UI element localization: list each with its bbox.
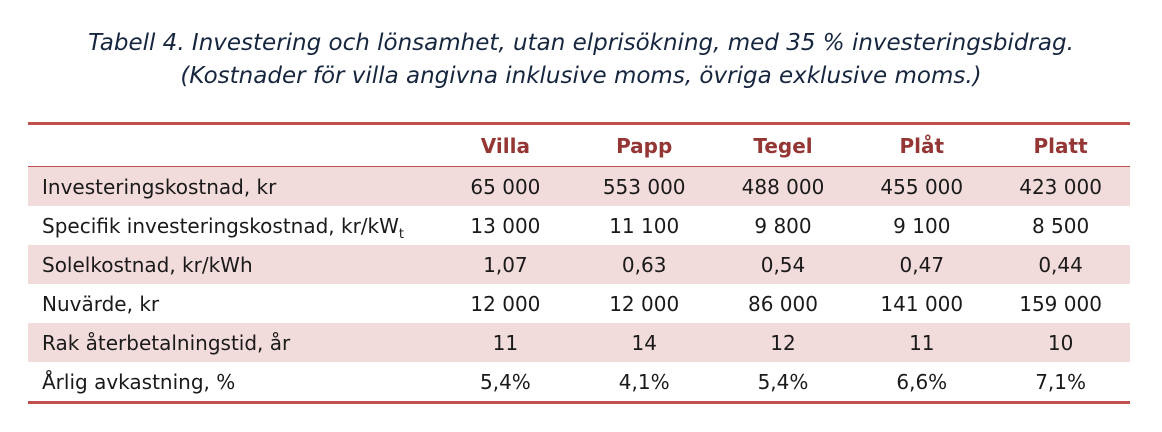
table-cell: 455 000 [852,167,991,207]
table-header-row [28,124,1130,167]
table-cell: 0,47 [852,245,991,284]
table-cell: 11 100 [609,213,680,238]
table-cell: 6,6% [896,369,948,394]
table-cell: 14 [575,323,714,362]
table-row [28,167,1130,207]
table-cell: 5,4% [757,369,809,394]
table-caption-line-1: Tabell 4. Investering och lönsamhet, utan elprisökning, med 35 % investeringsbidrag. [88,30,1074,56]
table-row [28,323,1130,362]
subscript-t: t [398,226,405,242]
row-label: Specifik investeringskostnad, $kr/kW_t$ [42,213,405,242]
table-cell: 7,1% [1035,369,1086,394]
table-cell: 0,54 [714,245,853,284]
table-row [28,284,1130,323]
table-cell: 11 [436,323,575,362]
row-label: Solelkostnad, kr/kWh [28,245,436,284]
investment-table [28,122,1130,404]
table-row [28,362,1130,403]
table-cell: 8 500 [1031,213,1090,238]
table-cell: 5,4% [479,369,531,394]
table-row [28,245,1130,284]
table-cell: 488 000 [714,167,853,207]
table-row [28,206,1130,245]
table-cell: 10 [991,323,1130,362]
row-label: Årlig avkastning, % [42,369,236,394]
table-cell: 9 100 [893,213,951,238]
table-cell: 12 [714,323,853,362]
column-header-tegel: Tegel [753,133,813,158]
row-label: Rak återbetalningstid, år [28,323,436,362]
column-header-platt: Platt [1033,133,1088,158]
table-cell: 159 000 [1019,291,1102,316]
table-cell: 86 000 [748,291,818,316]
row-label: Investeringskostnad, kr [28,167,436,207]
column-header-plat: Plåt [899,133,945,158]
table-cell: 423 000 [991,167,1130,207]
table-cell: 9 800 [754,213,812,238]
table-cell: 553 000 [575,167,714,207]
table-cell: 4,1% [618,369,670,394]
column-header-villa: Villa [480,133,530,158]
data-table [28,122,1130,404]
table-cell: 1,07 [436,245,575,284]
table-cell: 11 [852,323,991,362]
row-label: Nuvärde, kr [42,291,160,316]
column-header-papp: Papp [616,133,673,158]
table-cell: 12 000 [609,291,680,316]
table-cell: 0,44 [991,245,1130,284]
table-cell: 65 000 [436,167,575,207]
table-cell: 141 000 [880,291,964,316]
column-header-label [28,124,436,167]
table-cell: 0,63 [575,245,714,284]
table-caption-line-2: (Kostnader för villa angivna inklusive moms, övriga exklusive moms.) [180,63,982,89]
table-cell: 13 000 [470,213,541,238]
table-cell: 12 000 [470,291,541,316]
